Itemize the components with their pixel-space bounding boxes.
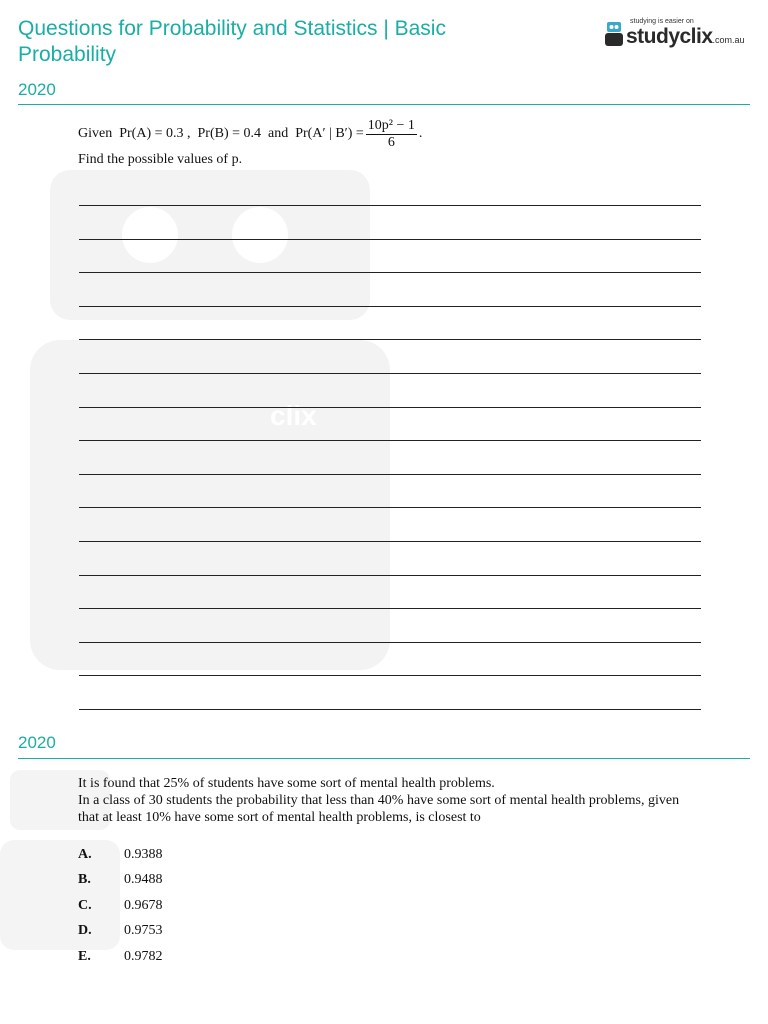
answer-line[interactable] — [79, 541, 701, 542]
option-d[interactable] — [78, 919, 163, 945]
multiple-choice-options — [78, 842, 163, 970]
logo-word: studyclix — [626, 25, 713, 48]
answer-line[interactable] — [79, 272, 701, 273]
logo-domain-suffix: .com.au — [712, 35, 745, 45]
answer-line[interactable] — [79, 440, 701, 441]
answer-line[interactable] — [79, 608, 701, 609]
answer-line[interactable] — [79, 239, 701, 240]
question2-text-line2: In a class of 30 students the probability that less than 40% have some sort of mental health problems, given that at least 10% have some sort of mental health problems, is closest to — [78, 793, 680, 825]
logo-wordmark — [626, 25, 745, 49]
watermark-text — [270, 400, 317, 431]
option-value: 0.9678 — [124, 897, 163, 913]
fraction-numerator: 10p² − 1 — [367, 117, 415, 133]
question2-year: 2020 — [18, 733, 56, 752]
robot-logo-icon — [604, 20, 624, 48]
option-letter: E. — [78, 948, 91, 964]
option-c[interactable] — [78, 893, 163, 919]
question1-given-line: Given Pr(A) = 0.3 , Pr(B) = 0.4 and Pr(A′ | B′) = $\frac{\text{10p² − 1}}{6}$ . — [78, 117, 423, 150]
answer-line[interactable] — [79, 306, 701, 307]
option-b[interactable] — [78, 868, 163, 894]
and-label: and — [268, 126, 289, 141]
logo-tagline: studying is easier on — [630, 18, 694, 25]
answer-line[interactable] — [79, 507, 701, 508]
answer-line[interactable] — [79, 205, 701, 206]
option-letter: D. — [78, 923, 92, 939]
answer-line[interactable] — [79, 642, 701, 643]
option-value: 0.9388 — [124, 846, 163, 862]
question1-year: 2020 — [18, 80, 56, 99]
fraction-denominator: 6 — [387, 134, 395, 150]
question2 — [78, 775, 698, 826]
question2-text-line1: It is found that 25% of students have some sort of mental health problems. — [78, 776, 495, 791]
studyclix-logo[interactable] — [604, 18, 754, 52]
answer-line[interactable] — [79, 339, 701, 340]
answer-line[interactable] — [79, 407, 701, 408]
given-pr-b: Pr(B) = 0.4 — [197, 126, 262, 141]
answer-line[interactable] — [79, 675, 701, 676]
option-value: 0.9782 — [124, 948, 163, 964]
section-divider-2 — [18, 758, 750, 759]
question1 — [78, 117, 718, 168]
answer-line[interactable] — [79, 575, 701, 576]
section-divider-1 — [18, 104, 750, 105]
answer-line[interactable] — [79, 373, 701, 374]
given-pr-a: Pr(A) = 0.3 — [119, 126, 184, 141]
option-value: 0.9488 — [124, 872, 163, 888]
given-label: Given — [78, 126, 113, 141]
fraction — [366, 118, 417, 151]
answer-line[interactable] — [79, 709, 701, 710]
given-pr-conditional: Pr(A′ | B′) = — [295, 126, 364, 141]
option-value: 0.9753 — [124, 923, 163, 939]
option-letter: C. — [78, 897, 92, 913]
option-e[interactable] — [78, 944, 163, 970]
page-title: Questions for Probability and Statistics | Basic Probability — [18, 17, 446, 66]
option-letter: A. — [78, 846, 92, 862]
robot-watermark — [20, 150, 400, 710]
option-letter: B. — [78, 872, 91, 888]
answer-line[interactable] — [79, 474, 701, 475]
question1-instruction: Find the possible values of p. — [78, 152, 243, 167]
option-a[interactable] — [78, 842, 163, 868]
